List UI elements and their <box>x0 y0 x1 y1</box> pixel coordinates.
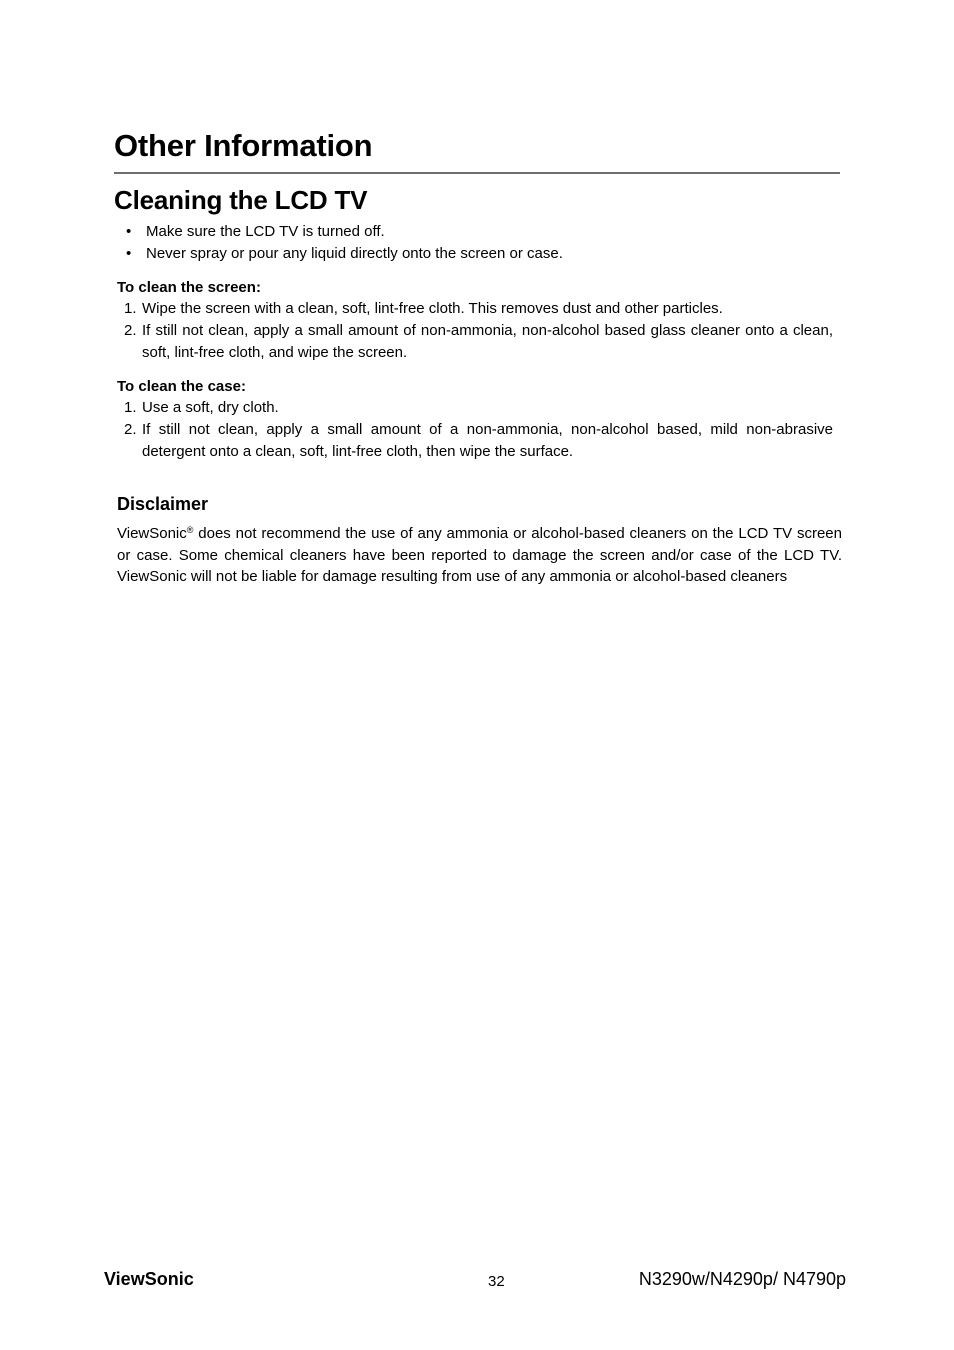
disclaimer-heading: Disclaimer <box>117 494 209 514</box>
step-number: 1. <box>124 300 137 317</box>
step-text: Wipe the screen with a clean, soft, lint-free cloth. This removes dust and other particles. <box>142 300 723 317</box>
precaution-list <box>126 221 563 265</box>
list-item <box>117 298 833 320</box>
page-number: 32 <box>488 1273 505 1290</box>
disclaimer-body: does not recommend the use of any ammonia or alcohol-based cleaners on the LCD TV screen or case. Some chemical cleaners have been reported to damage the screen and/or case of the LCD TV. ViewSonic will not be liable for damage resulting from use of any ammonia or alcohol-based cleaners <box>117 525 842 585</box>
registered-mark: ® <box>186 525 194 535</box>
step-number: 1. <box>124 399 137 416</box>
step-number: 2. <box>124 322 137 339</box>
list-item <box>117 397 833 419</box>
list-item: • Make sure the LCD TV is turned off. <box>126 221 563 243</box>
screen-cleaning-heading: To clean the screen: <box>117 279 261 296</box>
footer-model: N3290w/N4290p/ N4790p <box>638 1269 846 1289</box>
case-cleaning-heading: To clean the case: <box>117 378 246 395</box>
section-title: Cleaning the LCD TV <box>114 185 368 215</box>
list-item <box>117 419 833 463</box>
step-text: If still not clean, apply a small amount of a non-ammonia, non-alcohol based, mild non-abrasive detergent onto a clean, soft, lint-free cloth, then wipe the surface. <box>142 421 833 460</box>
screen-cleaning-steps <box>117 298 833 364</box>
case-cleaning-steps <box>117 397 833 463</box>
step-number: 2. <box>124 421 137 438</box>
title-divider <box>114 172 840 174</box>
list-item: • Never spray or pour any liquid directly onto the screen or case. <box>126 243 563 265</box>
footer-brand: ViewSonic <box>104 1269 194 1289</box>
list-item <box>117 320 833 364</box>
page-title: Other Information <box>114 128 373 163</box>
disclaimer-text <box>117 523 842 588</box>
step-text: If still not clean, apply a small amount of non-ammonia, non-alcohol based glass cleaner onto a clean, soft, lint-free cloth, and wipe the screen. <box>142 322 833 361</box>
disclaimer-brand: ViewSonic <box>117 525 187 542</box>
step-text: Use a soft, dry cloth. <box>142 399 279 416</box>
